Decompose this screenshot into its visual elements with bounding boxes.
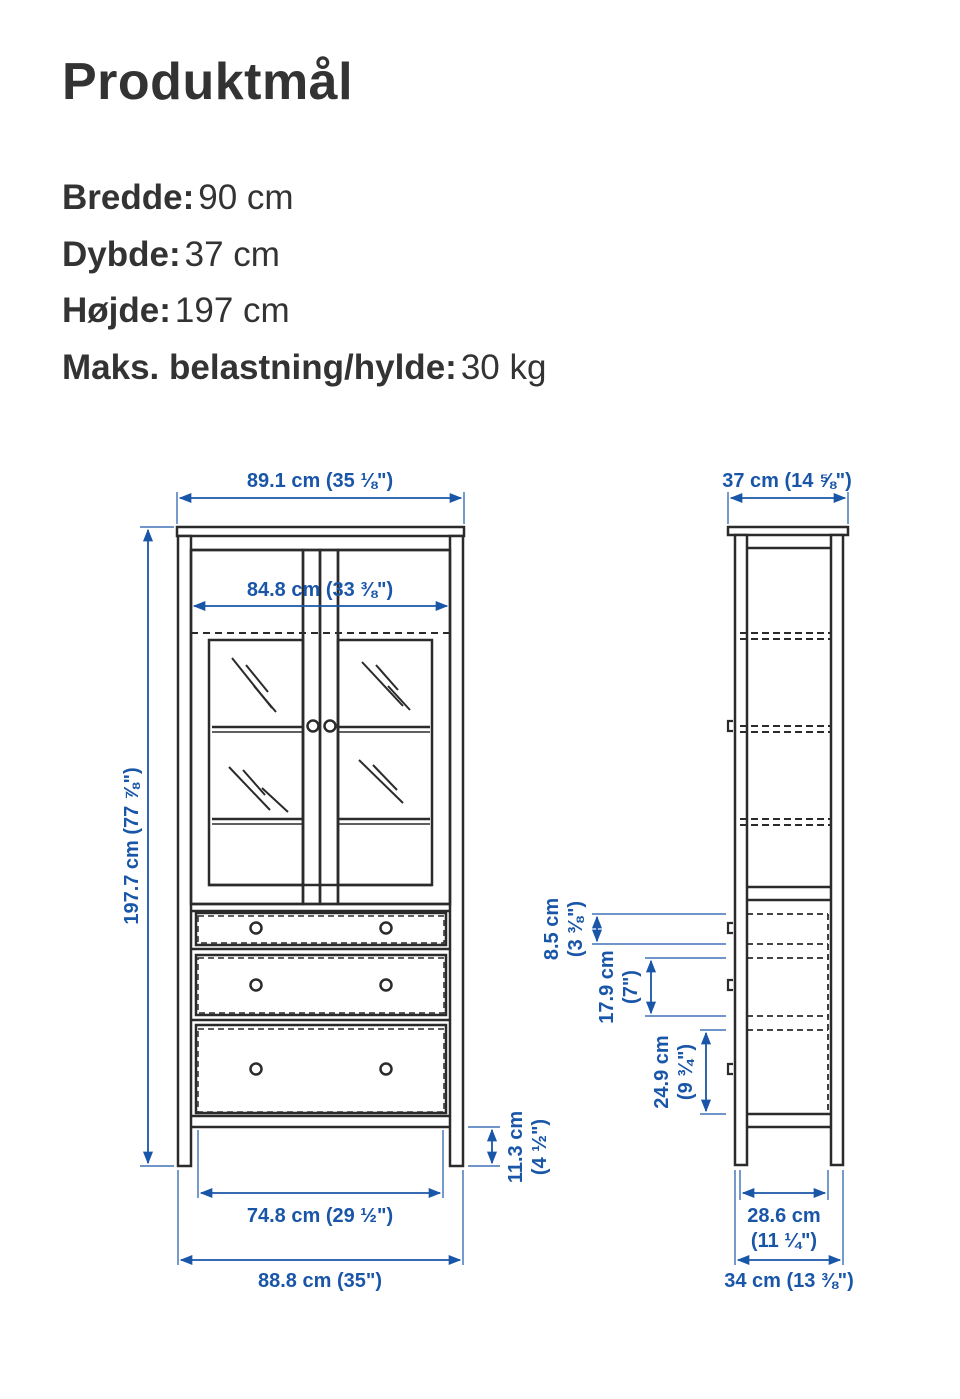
dim-height: 197.7 cm (77 ⅞"): [121, 767, 143, 925]
dim-drawer1-cm: 8.5 cm: [541, 897, 563, 961]
dim-inner-depth-in: (11 ¼"): [750, 1230, 818, 1252]
spec-value: 197 cm: [174, 291, 290, 330]
dim-base-depth: 34 cm (13 ⅜"): [724, 1270, 854, 1292]
dim-inner-depth-cm: 28.6 cm: [747, 1205, 821, 1227]
dim-top-width: 89.1 cm (35 ⅛"): [246, 470, 394, 492]
dim-drawer3-cm: 24.9 cm: [651, 1035, 673, 1109]
spec-value: 90 cm: [198, 178, 294, 217]
dim-inner-width: 84.8 cm (33 ⅜"): [246, 579, 394, 601]
spec-value: 37 cm: [184, 234, 280, 274]
spec-label: Maks. belastning/hylde:: [62, 347, 457, 387]
spec-label: Bredde:: [62, 178, 195, 217]
side-view-drawing: [592, 492, 848, 1265]
spec-label: Højde:: [62, 291, 171, 330]
spec-label: Dybde:: [62, 234, 181, 274]
page-title: Produktmål: [62, 53, 354, 111]
dim-leg-height-cm: 11.3 cm: [505, 1110, 527, 1184]
front-view-drawing: [140, 492, 500, 1265]
dim-bottom-width: 88.8 cm (35"): [258, 1270, 382, 1292]
dim-leg-height-in: (4 ½"): [529, 1118, 551, 1176]
dim-drawer2-cm: 17.9 cm: [596, 950, 618, 1024]
dim-drawer1-in: (3 ⅜"): [565, 900, 587, 958]
dim-side-depth: 37 cm (14 ⅝"): [722, 470, 852, 492]
side-dimension-lines: [597, 498, 845, 1260]
dim-drawer2-in: (7"): [620, 970, 642, 1004]
spec-value: 30 kg: [460, 347, 547, 387]
dim-drawer-inner-width: 74.8 cm (29 ½"): [246, 1205, 394, 1227]
dim-drawer3-in: (9 ¾"): [675, 1043, 697, 1101]
